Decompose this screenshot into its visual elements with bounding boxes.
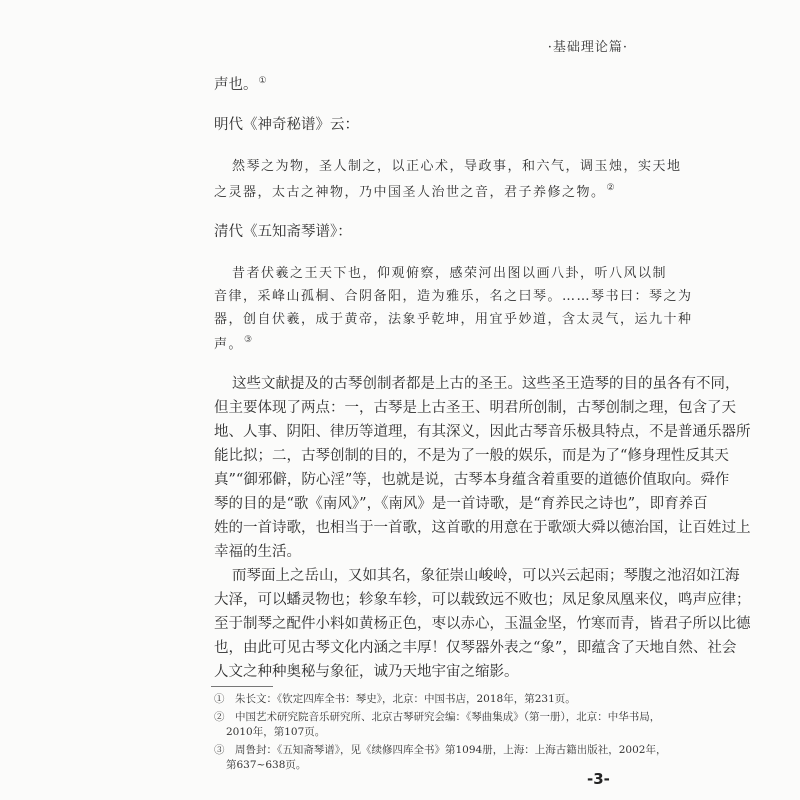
quote-line xyxy=(214,336,254,351)
body-line: 但主要体现了两点：一，古琴是上古圣王、明君所创制，古琴创制之理，包含了天 xyxy=(214,400,736,416)
body-line: 地、人事、阴阳、律历等道理，有其深义，因此古琴音乐极具特点，不是普通乐器所 xyxy=(214,424,751,440)
quote-text: 声。 xyxy=(214,337,244,352)
text-line xyxy=(214,77,267,93)
source-heading: 清代《五知斋琴谱》： xyxy=(214,224,352,240)
source-heading: 明代《神奇秘谱》云： xyxy=(214,117,359,133)
body-line: 琴的目的是“歌《南风》”，《南风》是一首诗歌，是“育养民之诗也”，即育养百 xyxy=(214,496,708,512)
body-line: 能比拟；二，古琴创制的目的，不是为了一般的娱乐，而是为了“修身理性反其天 xyxy=(214,448,729,464)
quote-line: 然琴之为物，圣人制之，以正心术，导政事，和六气，调玉烛，实天地 xyxy=(232,159,682,174)
quote-line: 音律，采峰山孤桐、合阴备阳，造为雅乐，名之曰琴。……琴书曰：琴之为 xyxy=(214,289,693,304)
body-line: 大泽，可以蟠灵物也；轸象车轸，可以载致远不败也；凤足象凤凰来仪，鸣声应律； xyxy=(214,592,751,608)
footnote-line: ③ 周鲁封：《五知斋琴谱》，见《续修四库全书》第1094册，上海：上海古籍出版社，2002年， xyxy=(214,744,667,756)
quote-line: 器，创自伏羲，成于黄帝，法象乎乾坤，用宜乎妙道，含太灵气，运九十种 xyxy=(214,312,693,327)
footnote-line: 第637~638页。 xyxy=(226,759,307,771)
body-line: 而琴面上之岳山，又如其名，象征崇山峻岭，可以兴云起雨；琴腹之池沼如江海 xyxy=(232,568,740,584)
text-fragment: 声也。 xyxy=(214,77,258,93)
body-line: 这些文献提及的古琴创制者都是上古的圣王。这些圣王造琴的目的虽各有不同， xyxy=(232,376,740,392)
quote-line: 昔者伏羲之王天下也，仰观俯察，感荣河出图以画八卦，听八风以制 xyxy=(232,266,668,281)
footnote-marker: ③ xyxy=(244,335,254,345)
body-line: 幸福的生活。 xyxy=(214,544,301,560)
footnote-divider xyxy=(211,686,273,687)
body-line: 姓的一首诗歌，也相当于一首歌，这首歌的用意在于歌颂大舜以德治国，让百姓过上 xyxy=(214,520,751,536)
quote-line xyxy=(214,184,616,199)
body-line: 人文之种种奥秘与象征，诚乃天地宇宙之缩影。 xyxy=(214,664,519,680)
footnote-line: ② 中国艺术研究院音乐研究所、北京古琴研究会编：《琴曲集成》（第一册），北京：中华书局， xyxy=(214,711,661,723)
footnote-line: ① 朱长文：《钦定四库全书：琴史》，北京：中国书店，2018年，第231页。 xyxy=(214,693,576,705)
running-head: ·基础理论篇· xyxy=(547,40,628,55)
body-line: 也，由此可见古琴文化内涵之丰厚！仅琴器外表之“象”，即蕴含了天地自然、社会 xyxy=(214,640,737,656)
page-number: -3- xyxy=(587,770,610,788)
body-line: 至于制琴之配件小料如黄杨正色，枣以赤心，玉温金坚，竹寒而青，皆君子所以比德 xyxy=(214,616,751,632)
footnote-marker: ② xyxy=(606,183,617,193)
quote-text: 之灵器，太古之神物，乃中国圣人治世之音，君子养修之物。 xyxy=(214,185,606,200)
body-line: 真”“御邪僻，防心淫”等，也就是说，古琴本身蕴含着重要的道德价值取向。舜作 xyxy=(214,472,730,488)
footnote-line: 2010年，第107页。 xyxy=(226,726,326,738)
footnote-marker: ① xyxy=(258,76,267,86)
